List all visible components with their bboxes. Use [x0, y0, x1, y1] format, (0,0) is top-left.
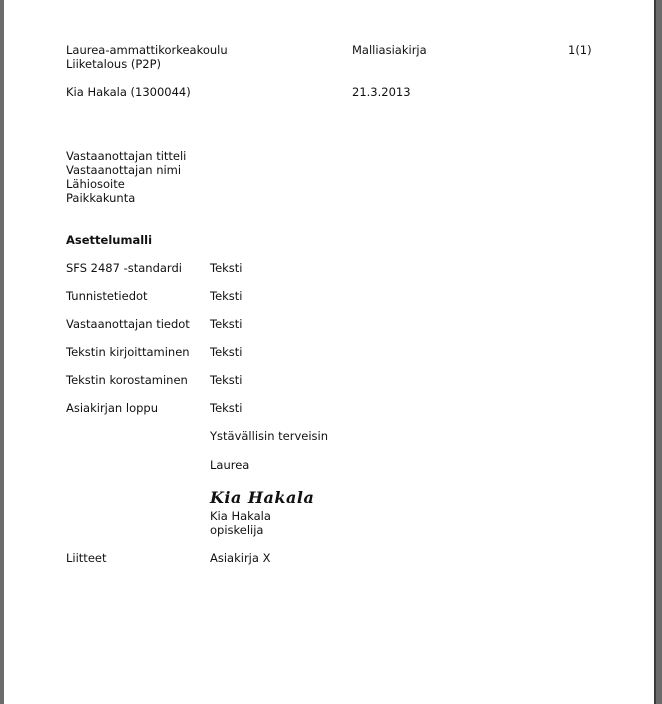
row-value: Teksti: [210, 289, 243, 303]
recipient-city: Paikkakunta: [66, 191, 136, 205]
document-heading: Asettelumalli: [66, 233, 153, 247]
row-label: Tunnistetiedot: [66, 289, 148, 303]
handwritten-signature: Kia Hakala: [210, 488, 315, 507]
document-page: [4, 0, 656, 704]
recipient-name: Vastaanottajan nimi: [66, 163, 182, 177]
signer-role: opiskelija: [210, 523, 264, 537]
row-label: Tekstin korostaminen: [66, 373, 188, 387]
row-value: Teksti: [210, 373, 243, 387]
row-value: Teksti: [210, 345, 243, 359]
organization-name: Laurea-ammattikorkeakoulu: [66, 43, 228, 57]
closing-greeting: Ystävällisin terveisin: [210, 429, 329, 443]
row-value: Teksti: [210, 261, 243, 275]
attachments-value: Asiakirja X: [210, 551, 271, 565]
closing-organization: Laurea: [210, 458, 250, 472]
row-label: Vastaanottajan tiedot: [66, 317, 190, 331]
recipient-title: Vastaanottajan titteli: [66, 149, 187, 163]
page-number: 1(1): [568, 43, 592, 57]
signer-name: Kia Hakala: [210, 509, 271, 523]
document-date: 21.3.2013: [352, 85, 411, 99]
row-value: Teksti: [210, 401, 243, 415]
row-label: Asiakirjan loppu: [66, 401, 158, 415]
attachments-label: Liitteet: [66, 551, 107, 565]
recipient-address: Lähiosoite: [66, 177, 125, 191]
row-value: Teksti: [210, 317, 243, 331]
department-name: Liiketalous (P2P): [66, 57, 162, 71]
document-type: Malliasiakirja: [352, 43, 427, 57]
row-label: SFS 2487 -standardi: [66, 261, 182, 275]
author-line: Kia Hakala (1300044): [66, 85, 191, 99]
row-label: Tekstin kirjoittaminen: [66, 345, 190, 359]
